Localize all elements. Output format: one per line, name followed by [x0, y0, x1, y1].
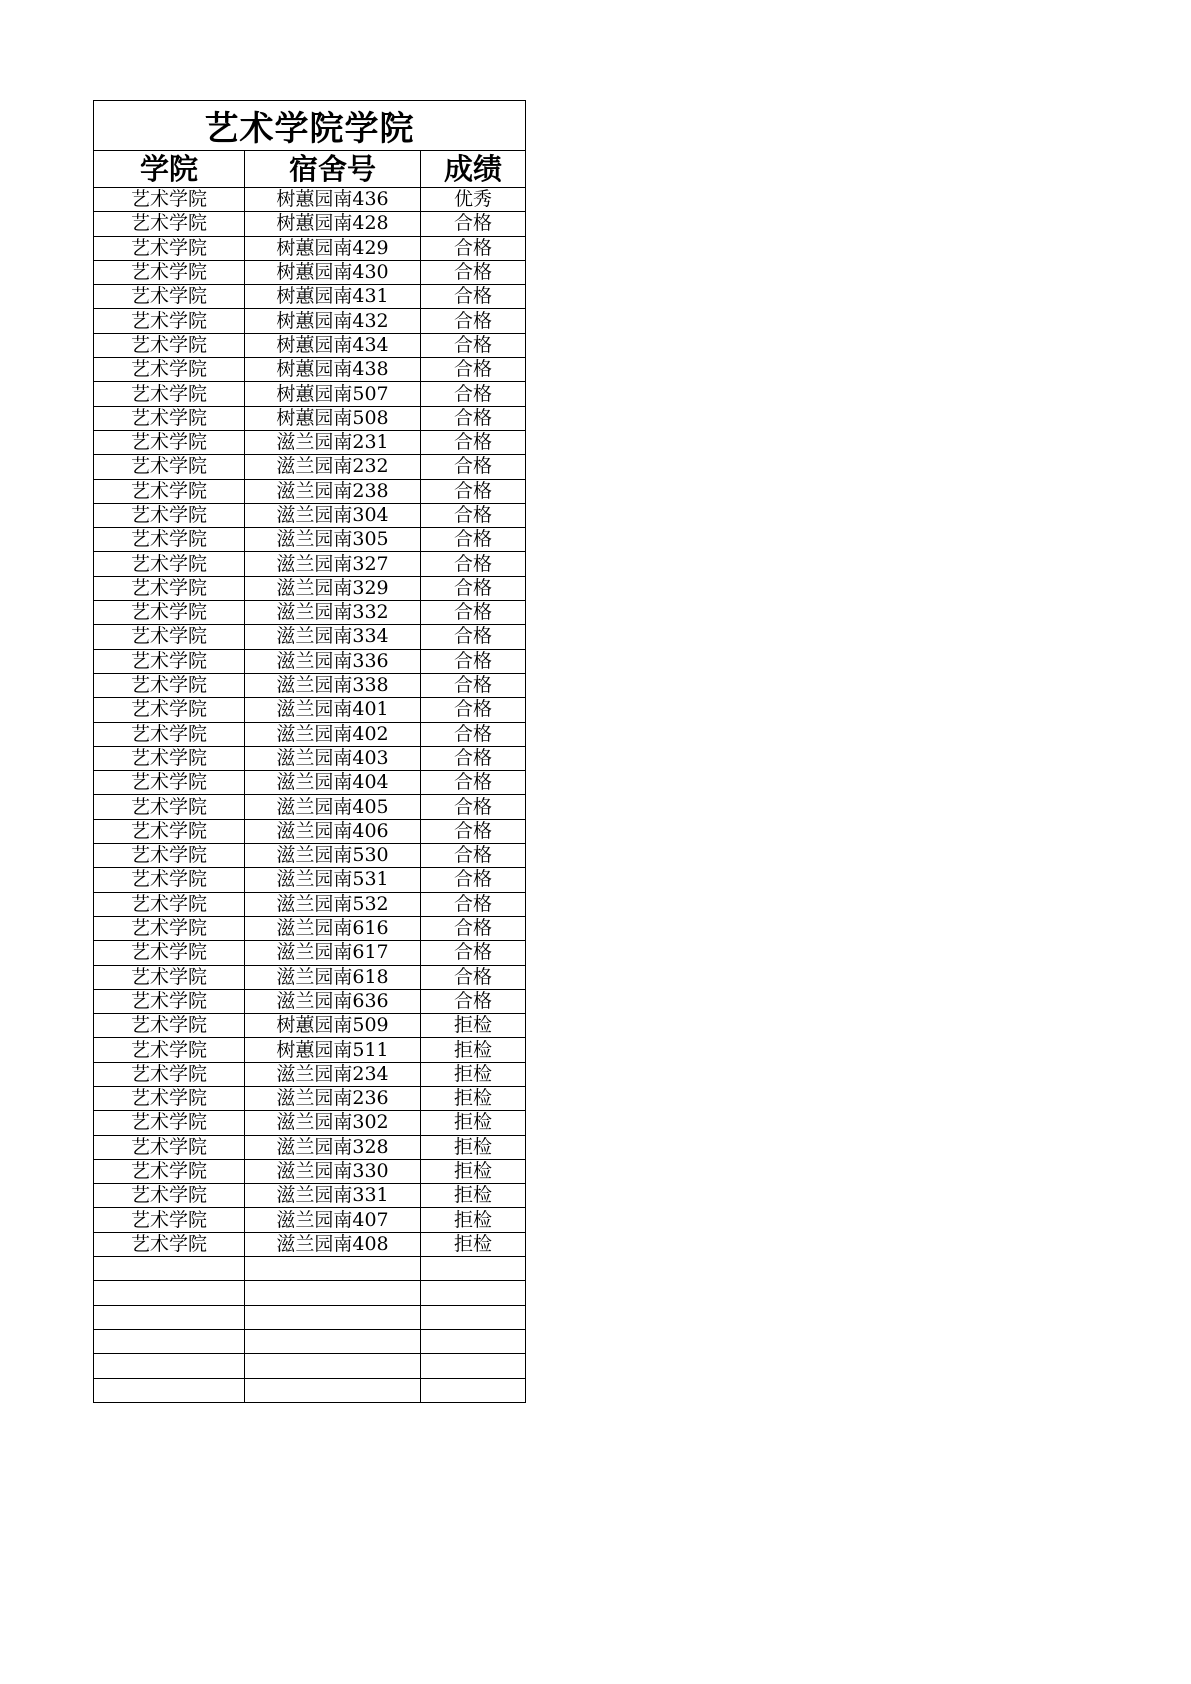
table-row — [94, 333, 526, 357]
college-cell: 艺术学院 — [94, 188, 245, 212]
grade-cell: 合格 — [421, 819, 526, 843]
college-cell: 艺术学院 — [94, 1038, 245, 1062]
grade-cell: 合格 — [421, 649, 526, 673]
column-header-college: 学院 — [94, 151, 245, 188]
grade-cell: 合格 — [421, 795, 526, 819]
college-cell: 艺术学院 — [94, 1135, 245, 1159]
college-cell: 艺术学院 — [94, 1208, 245, 1232]
college-cell: 艺术学院 — [94, 673, 245, 697]
college-cell: 艺术学院 — [94, 1014, 245, 1038]
college-cell — [94, 1305, 245, 1329]
college-cell: 艺术学院 — [94, 430, 245, 454]
table-row — [94, 358, 526, 382]
grade-cell: 拒检 — [421, 1062, 526, 1086]
grade-cell: 合格 — [421, 309, 526, 333]
college-cell: 艺术学院 — [94, 528, 245, 552]
table-row — [94, 771, 526, 795]
table-row — [94, 236, 526, 260]
college-cell — [94, 1378, 245, 1402]
grade-cell: 合格 — [421, 455, 526, 479]
table-row — [94, 916, 526, 940]
table-row — [94, 844, 526, 868]
table-row — [94, 649, 526, 673]
college-cell: 艺术学院 — [94, 1111, 245, 1135]
table-row — [94, 188, 526, 212]
dorm-cell: 滋兰园南332 — [245, 601, 421, 625]
table-row — [94, 552, 526, 576]
dorm-cell: 滋兰园南238 — [245, 479, 421, 503]
dorm-cell: 滋兰园南405 — [245, 795, 421, 819]
dorm-cell: 滋兰园南234 — [245, 1062, 421, 1086]
dorm-cell: 滋兰园南532 — [245, 892, 421, 916]
table-row — [94, 795, 526, 819]
grade-cell — [421, 1378, 526, 1402]
college-cell: 艺术学院 — [94, 989, 245, 1013]
grade-cell: 合格 — [421, 285, 526, 309]
dorm-cell: 滋兰园南305 — [245, 528, 421, 552]
dorm-cell: 滋兰园南236 — [245, 1086, 421, 1110]
college-cell: 艺术学院 — [94, 285, 245, 309]
dorm-cell: 滋兰园南330 — [245, 1159, 421, 1183]
college-cell: 艺术学院 — [94, 236, 245, 260]
college-cell: 艺术学院 — [94, 406, 245, 430]
table-row — [94, 965, 526, 989]
table-row — [94, 455, 526, 479]
grade-cell: 拒检 — [421, 1184, 526, 1208]
college-cell: 艺术学院 — [94, 892, 245, 916]
dorm-cell: 滋兰园南304 — [245, 503, 421, 527]
grade-cell: 拒检 — [421, 1232, 526, 1256]
table-row — [94, 868, 526, 892]
dorm-cell: 滋兰园南618 — [245, 965, 421, 989]
dorm-cell: 滋兰园南232 — [245, 455, 421, 479]
table-row — [94, 1135, 526, 1159]
table-row — [94, 1257, 526, 1281]
grade-cell: 合格 — [421, 625, 526, 649]
table-row — [94, 1281, 526, 1305]
dorm-cell: 滋兰园南302 — [245, 1111, 421, 1135]
table-row — [94, 528, 526, 552]
title-row — [94, 101, 526, 151]
table-title: 艺术学院学院 — [94, 101, 526, 151]
college-cell: 艺术学院 — [94, 309, 245, 333]
grade-cell: 合格 — [421, 698, 526, 722]
table-row — [94, 479, 526, 503]
table-row — [94, 260, 526, 284]
table-row — [94, 576, 526, 600]
dorm-cell: 滋兰园南336 — [245, 649, 421, 673]
dorm-cell — [245, 1329, 421, 1353]
column-header-dorm: 宿舍号 — [245, 151, 421, 188]
college-cell — [94, 1354, 245, 1378]
table-row — [94, 1086, 526, 1110]
column-header-grade: 成绩 — [421, 151, 526, 188]
grade-cell: 拒检 — [421, 1086, 526, 1110]
grade-cell: 合格 — [421, 601, 526, 625]
college-cell: 艺术学院 — [94, 552, 245, 576]
dorm-cell: 滋兰园南404 — [245, 771, 421, 795]
grade-cell: 合格 — [421, 965, 526, 989]
dorm-cell: 滋兰园南328 — [245, 1135, 421, 1159]
grade-cell: 合格 — [421, 528, 526, 552]
college-cell: 艺术学院 — [94, 1159, 245, 1183]
grade-cell: 合格 — [421, 989, 526, 1013]
grade-cell: 合格 — [421, 333, 526, 357]
grade-cell — [421, 1257, 526, 1281]
college-cell: 艺术学院 — [94, 601, 245, 625]
college-cell: 艺术学院 — [94, 455, 245, 479]
college-cell: 艺术学院 — [94, 916, 245, 940]
college-cell: 艺术学院 — [94, 844, 245, 868]
grade-cell: 拒检 — [421, 1159, 526, 1183]
dorm-cell: 滋兰园南331 — [245, 1184, 421, 1208]
table-row — [94, 1014, 526, 1038]
college-cell: 艺术学院 — [94, 795, 245, 819]
college-cell: 艺术学院 — [94, 1184, 245, 1208]
college-cell: 艺术学院 — [94, 868, 245, 892]
grade-cell: 合格 — [421, 868, 526, 892]
college-cell: 艺术学院 — [94, 746, 245, 770]
dorm-cell: 滋兰园南407 — [245, 1208, 421, 1232]
grade-cell: 合格 — [421, 722, 526, 746]
grade-cell — [421, 1281, 526, 1305]
college-cell — [94, 1281, 245, 1305]
college-cell: 艺术学院 — [94, 1086, 245, 1110]
table-row — [94, 430, 526, 454]
dorm-cell: 树蕙园南432 — [245, 309, 421, 333]
table-row — [94, 1184, 526, 1208]
college-cell: 艺术学院 — [94, 771, 245, 795]
grade-cell: 拒检 — [421, 1208, 526, 1232]
college-cell: 艺术学院 — [94, 1232, 245, 1256]
grade-cell: 合格 — [421, 503, 526, 527]
dorm-cell: 滋兰园南616 — [245, 916, 421, 940]
grade-cell: 合格 — [421, 746, 526, 770]
dorm-cell: 树蕙园南428 — [245, 212, 421, 236]
table-row — [94, 285, 526, 309]
table-row — [94, 1329, 526, 1353]
table-row — [94, 746, 526, 770]
table-row — [94, 1305, 526, 1329]
dorm-cell: 树蕙园南438 — [245, 358, 421, 382]
dorm-cell — [245, 1281, 421, 1305]
college-cell — [94, 1329, 245, 1353]
grade-cell — [421, 1329, 526, 1353]
grade-cell: 合格 — [421, 406, 526, 430]
dorm-cell: 树蕙园南511 — [245, 1038, 421, 1062]
table-row — [94, 1062, 526, 1086]
dorm-cell: 滋兰园南329 — [245, 576, 421, 600]
header-row — [94, 151, 526, 188]
table-row — [94, 989, 526, 1013]
dorm-inspection-table — [93, 100, 526, 1403]
table-row — [94, 1208, 526, 1232]
grade-cell: 拒检 — [421, 1038, 526, 1062]
dorm-cell — [245, 1378, 421, 1402]
college-cell: 艺术学院 — [94, 260, 245, 284]
table-row — [94, 1159, 526, 1183]
grade-cell — [421, 1305, 526, 1329]
table-row — [94, 625, 526, 649]
grade-cell: 合格 — [421, 358, 526, 382]
college-cell: 艺术学院 — [94, 941, 245, 965]
dorm-cell: 滋兰园南401 — [245, 698, 421, 722]
grade-cell: 拒检 — [421, 1111, 526, 1135]
college-cell: 艺术学院 — [94, 649, 245, 673]
dorm-cell: 树蕙园南431 — [245, 285, 421, 309]
grade-cell: 合格 — [421, 552, 526, 576]
dorm-cell: 树蕙园南436 — [245, 188, 421, 212]
table-row — [94, 406, 526, 430]
dorm-cell: 滋兰园南617 — [245, 941, 421, 965]
dorm-cell: 树蕙园南434 — [245, 333, 421, 357]
dorm-cell: 滋兰园南338 — [245, 673, 421, 697]
college-cell: 艺术学院 — [94, 698, 245, 722]
grade-cell: 合格 — [421, 916, 526, 940]
grade-cell: 拒检 — [421, 1135, 526, 1159]
dorm-cell: 滋兰园南327 — [245, 552, 421, 576]
college-cell: 艺术学院 — [94, 358, 245, 382]
grade-cell — [421, 1354, 526, 1378]
dorm-cell: 树蕙园南508 — [245, 406, 421, 430]
dorm-cell — [245, 1305, 421, 1329]
grade-cell: 优秀 — [421, 188, 526, 212]
college-cell — [94, 1257, 245, 1281]
dorm-cell: 滋兰园南334 — [245, 625, 421, 649]
grade-cell: 合格 — [421, 479, 526, 503]
college-cell: 艺术学院 — [94, 1062, 245, 1086]
college-cell: 艺术学院 — [94, 479, 245, 503]
college-cell: 艺术学院 — [94, 503, 245, 527]
table-row — [94, 1232, 526, 1256]
college-cell: 艺术学院 — [94, 382, 245, 406]
dorm-cell: 树蕙园南429 — [245, 236, 421, 260]
grade-cell: 合格 — [421, 576, 526, 600]
table-row — [94, 1378, 526, 1402]
college-cell: 艺术学院 — [94, 625, 245, 649]
dorm-cell: 滋兰园南636 — [245, 989, 421, 1013]
grade-cell: 合格 — [421, 941, 526, 965]
grade-cell: 合格 — [421, 844, 526, 868]
grade-cell: 合格 — [421, 892, 526, 916]
table-row — [94, 212, 526, 236]
table-row — [94, 941, 526, 965]
grade-cell: 合格 — [421, 382, 526, 406]
dorm-cell: 树蕙园南430 — [245, 260, 421, 284]
dorm-cell: 滋兰园南402 — [245, 722, 421, 746]
table-row — [94, 673, 526, 697]
table-row — [94, 1354, 526, 1378]
college-cell: 艺术学院 — [94, 333, 245, 357]
dorm-cell: 滋兰园南231 — [245, 430, 421, 454]
dorm-cell: 滋兰园南408 — [245, 1232, 421, 1256]
college-cell: 艺术学院 — [94, 965, 245, 989]
table-row — [94, 309, 526, 333]
grade-cell: 合格 — [421, 430, 526, 454]
table-row — [94, 382, 526, 406]
table-row — [94, 892, 526, 916]
dorm-cell: 滋兰园南403 — [245, 746, 421, 770]
table-row — [94, 503, 526, 527]
grade-cell: 拒检 — [421, 1014, 526, 1038]
college-cell: 艺术学院 — [94, 576, 245, 600]
college-cell: 艺术学院 — [94, 212, 245, 236]
dorm-cell: 树蕙园南509 — [245, 1014, 421, 1038]
dorm-cell: 滋兰园南530 — [245, 844, 421, 868]
dorm-cell: 滋兰园南406 — [245, 819, 421, 843]
table-row — [94, 698, 526, 722]
grade-cell: 合格 — [421, 212, 526, 236]
grade-cell: 合格 — [421, 673, 526, 697]
table-row — [94, 1111, 526, 1135]
dorm-cell: 树蕙园南507 — [245, 382, 421, 406]
grade-cell: 合格 — [421, 260, 526, 284]
table-row — [94, 722, 526, 746]
grade-cell: 合格 — [421, 771, 526, 795]
college-cell: 艺术学院 — [94, 722, 245, 746]
dorm-cell — [245, 1257, 421, 1281]
table-row — [94, 1038, 526, 1062]
grade-cell: 合格 — [421, 236, 526, 260]
college-cell: 艺术学院 — [94, 819, 245, 843]
table-row — [94, 601, 526, 625]
dorm-cell — [245, 1354, 421, 1378]
dorm-cell: 滋兰园南531 — [245, 868, 421, 892]
table-row — [94, 819, 526, 843]
